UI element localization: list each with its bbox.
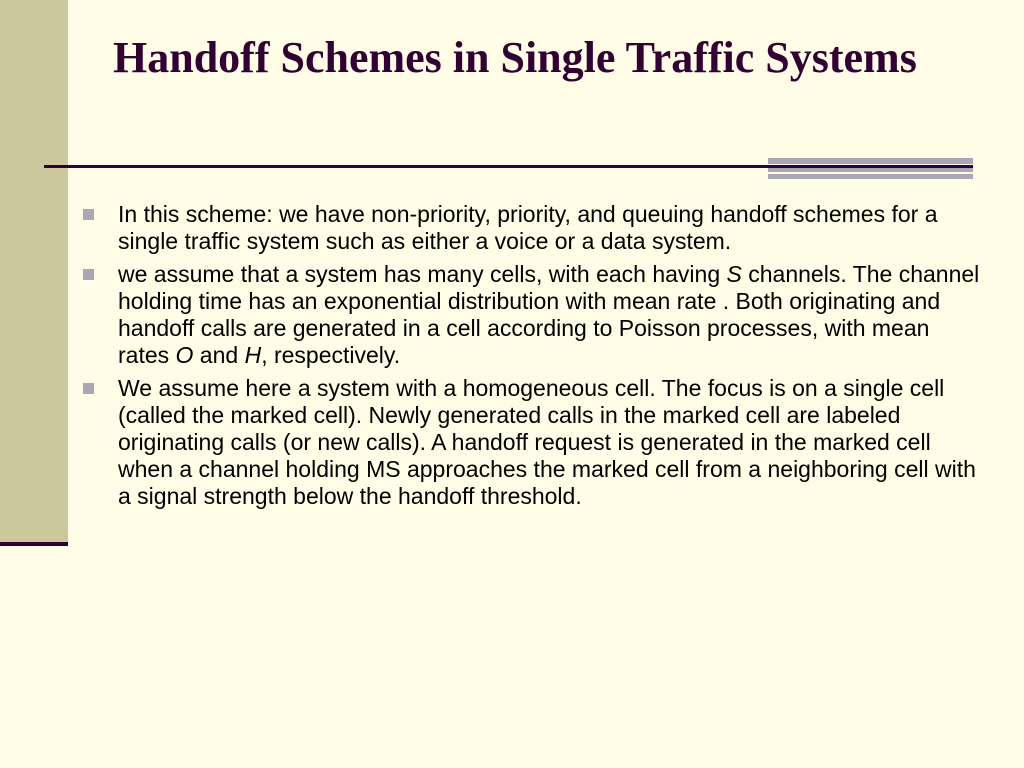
square-bullet-icon	[83, 383, 94, 394]
bullet-item	[80, 261, 985, 369]
bullet-text-segment: , respectively.	[261, 342, 401, 368]
left-sidebar-underline	[0, 542, 68, 546]
bullet-list	[80, 201, 985, 516]
symbol-h: H	[244, 342, 262, 368]
symbol-o: O	[175, 342, 194, 368]
bullet-text-segment: channels. The channel holding time has an exponential distribution with mean rate . Both originating and handoff calls are generated in a cell according to Poisson processes, with mean rates	[118, 261, 980, 368]
bullet-text-segment: we assume that a system has many cells, with each having	[118, 261, 727, 287]
title-rule-accent	[768, 165, 973, 168]
slide-title: Handoff Schemes in Single Traffic Systems	[113, 33, 917, 82]
bullet-text: In this scheme: we have non-priority, priority, and queuing handoff schemes for a single traffic system such as either a voice or a data system.	[118, 201, 938, 254]
bullet-text	[118, 261, 979, 368]
square-bullet-icon	[83, 269, 94, 280]
square-bullet-icon	[83, 209, 94, 220]
bullet-text-segment: and	[193, 342, 245, 368]
bullet-text: We assume here a system with a homogeneous cell. The focus is on a single cell (called the marked cell). Newly generated calls in the marked cell are labeled originating calls (or new calls). A handoff request is generated in the marked cell when a channel holding MS approaches the marked cell from a neighboring cell with a signal strength below the handoff threshold.	[118, 375, 976, 509]
title-accent-stripes	[768, 158, 973, 179]
bullet-item	[80, 375, 985, 510]
left-sidebar-decoration	[0, 0, 68, 542]
bullet-item	[80, 201, 985, 255]
symbol-s: S	[726, 261, 742, 287]
